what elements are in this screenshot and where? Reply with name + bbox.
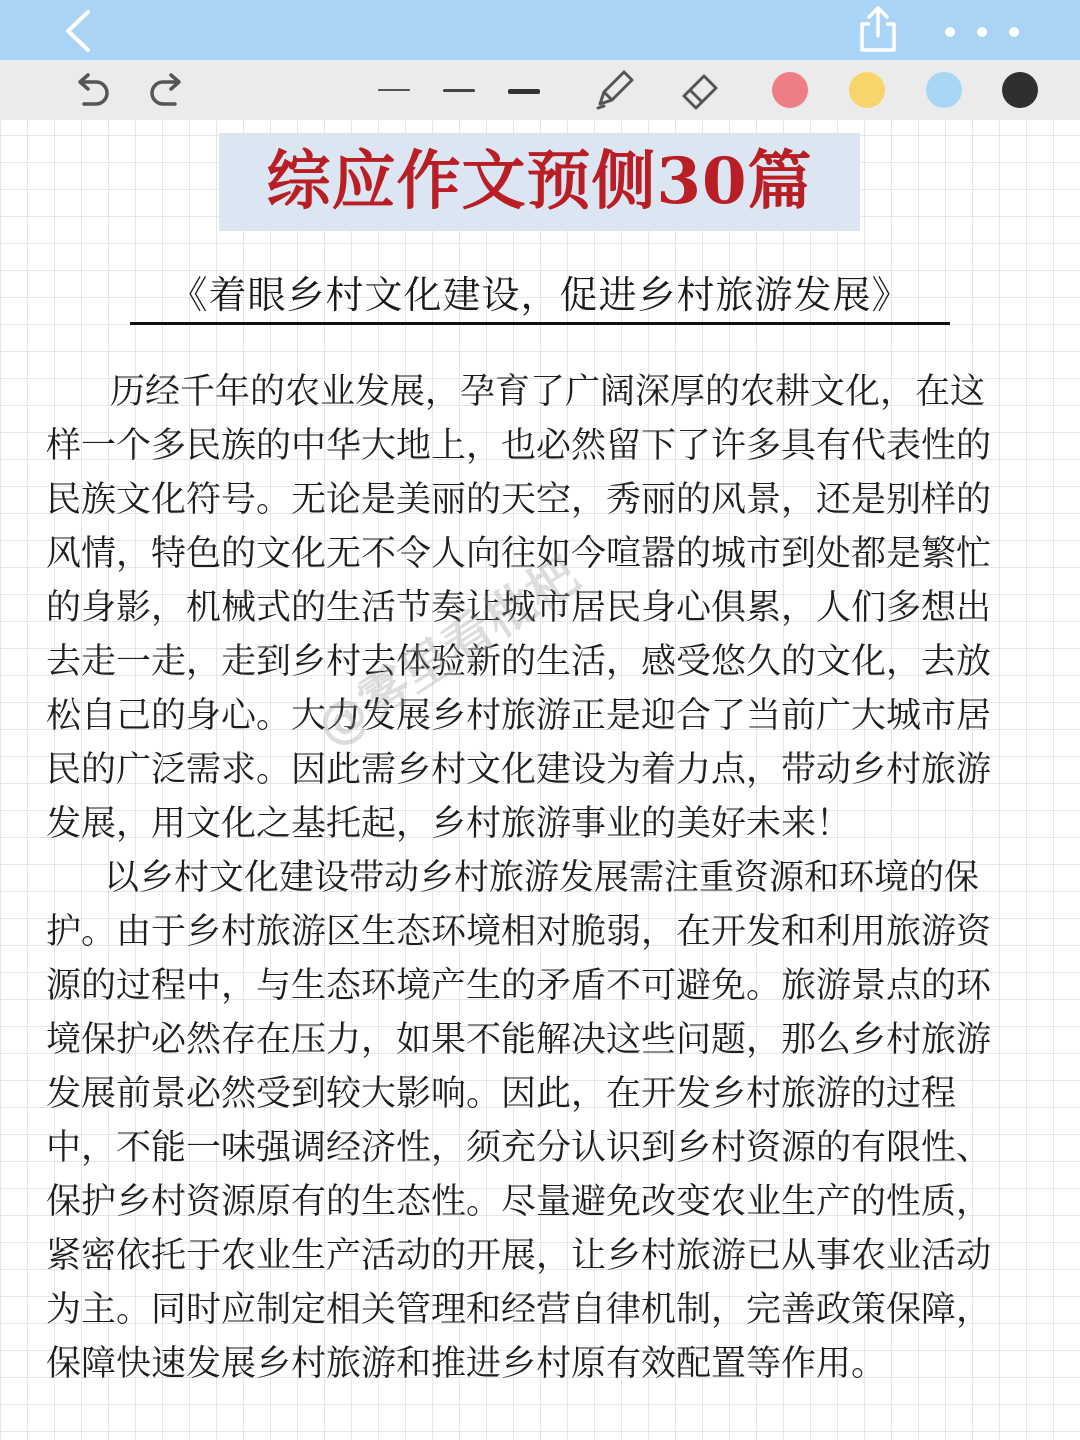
page-title: 综应作文预侧30篇 <box>266 144 813 219</box>
text-line: 历经千年的农业发展，孕育了广阔深厚的农耕文化，在这 <box>110 372 986 412</box>
pen-icon[interactable] <box>590 66 638 114</box>
text-line: 民族文化符号。无论是美丽的天空，秀丽的风景，还是别样的 <box>46 480 992 520</box>
eraser-icon[interactable] <box>676 68 724 112</box>
back-icon[interactable] <box>58 8 98 54</box>
watermark: @雾里看枇杷 <box>305 545 590 758</box>
text-line: 发展前景必然受到较大影响。因此，在开发乡村旅游的过程 <box>46 1074 957 1114</box>
text-line: 样一个多民族的中华大地上，也必然留下了许多具有代表性的 <box>46 426 992 466</box>
text-line: 以乡村文化建设带动乡村旅游发展需注重资源和环境的保 <box>104 858 980 898</box>
color-swatch-black[interactable] <box>1002 72 1038 108</box>
text-line: 保护乡村资源原有的生态性。尽量避免改变农业生产的性质， <box>46 1182 992 1222</box>
text-line: 的身影，机械式的生活节奏让城市居民身心俱累，人们多想出 <box>46 588 992 628</box>
essay-subtitle: 《着眼乡村文化建设，促进乡村旅游发展》 <box>130 268 950 325</box>
stroke-medium-button[interactable] <box>443 89 475 92</box>
share-icon[interactable] <box>856 4 900 54</box>
drawing-toolbar <box>0 60 1080 120</box>
color-swatch-blue[interactable] <box>926 72 962 108</box>
redo-icon[interactable] <box>145 70 189 110</box>
text-line: 中，不能一味强调经济性，须充分认识到乡村资源的有限性、 <box>46 1128 992 1168</box>
text-line: 境保护必然存在压力，如果不能解决这些问题，那么乡村旅游 <box>46 1020 992 1060</box>
text-line: 风情，特色的文化无不令人向往如今喧嚣的城市到处都是繁忙 <box>46 534 992 574</box>
text-line: 紧密依托于农业生产活动的开展，让乡村旅游已从事农业活动 <box>46 1236 992 1276</box>
stroke-thin-button[interactable] <box>378 89 410 91</box>
text-line: 民的广泛需求。因此需乡村文化建设为着力点，带动乡村旅游 <box>46 750 992 790</box>
text-line: 保障快速发展乡村旅游和推进乡村原有效配置等作用。 <box>46 1344 887 1384</box>
more-icon[interactable] <box>938 20 1028 44</box>
stroke-thick-button[interactable] <box>508 89 540 94</box>
text-line: 去走一走，走到乡村去体验新的生活，感受悠久的文化，去放 <box>46 642 992 682</box>
color-swatch-red[interactable] <box>772 72 808 108</box>
text-line: 护。由于乡村旅游区生态环境相对脆弱，在开发和利用旅游资 <box>46 912 992 952</box>
text-line: 源的过程中，与生态环境产生的矛盾不可避免。旅游景点的环 <box>46 966 992 1006</box>
color-swatch-yellow[interactable] <box>849 72 885 108</box>
text-line: 为主。同时应制定相关管理和经营自律机制，完善政策保障， <box>46 1290 992 1330</box>
text-line: 发展，用文化之基托起，乡村旅游事业的美好未来！ <box>46 804 852 844</box>
top-app-bar <box>0 0 1080 60</box>
undo-icon[interactable] <box>70 70 114 110</box>
text-line: 松自己的身心。大力发展乡村旅游正是迎合了当前广大城市居 <box>46 696 992 736</box>
